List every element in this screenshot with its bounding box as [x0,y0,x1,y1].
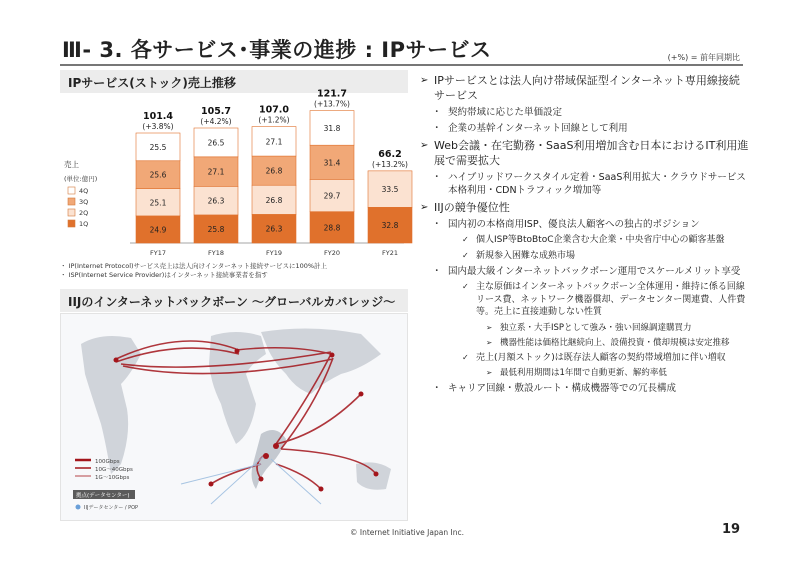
bullet-level-2: ・ 国内最大級インターネットバックボーン運用でスケールメリット享受 [420,265,750,278]
legend-swatch [68,187,75,194]
total-label: 105.7 [200,105,232,117]
bar-value-label: 25.5 [149,142,167,152]
map-dc-note: IIJデータセンター / POP [84,505,139,511]
map-legend-item: 10G〜40Gbps [95,467,133,473]
bullet-level-2: ・ 契約帯域に応じた単価設定 [420,106,750,119]
x-tick-label: FY17 [150,249,166,257]
growth-label: (+3.8%) [142,122,174,132]
bullet-level-2: ・ 企業の基幹インターネット回線として利用 [420,122,750,135]
map-panel-heading: IIJのインターネットバックボーン ～グローバルカバレッジ～ [60,289,408,312]
map-legend [73,459,138,511]
land-oceania [356,462,391,489]
copyright: © Internet Initiative Japan Inc. [350,528,464,537]
growth-label: (+4.2%) [200,116,232,126]
bar-value-label: 33.5 [381,185,399,195]
bar-value-label: 25.6 [149,170,167,180]
bullet-level-2: ・ ハイブリッドワークスタイル定着・SaaS利用拡大・クラウドサービス本格利用・CDNトラフィック増加等 [420,171,750,197]
map-legend-item: 100Gbps [95,459,120,465]
chart-panel-heading: IPサービス(ストック)売上推移 [60,70,408,93]
bullet-level-3: ✓ 売上(月額ストック)は既存法人顧客の契約帯域増加に伴い増収 [420,352,750,365]
legend-swatch [68,198,75,205]
title-divider [60,64,743,66]
bar-value-label: 26.8 [265,166,283,176]
growth-label: (+13.2%) [372,159,408,169]
total-label: 66.2 [378,148,402,160]
footnote: ・ ISP(Internet Service Provider)はインターネット接続事業者を指す [60,270,268,279]
bullet-list [420,70,750,395]
growth-label: (+1.2%) [258,115,290,125]
bullet-level-4: ➢ 最低利用期間は1年間で自動更新、解約率低 [420,367,750,379]
page-title: Ⅲ- 3. 各サービス･事業の進捗 : IPサービス [62,38,492,62]
revenue-stacked-bar-chart [60,88,408,263]
x-tick-label: FY20 [324,249,340,257]
bullet-level-3: ✓ 新規参入困難な成熟市場 [420,250,750,263]
backbone-map [60,313,408,521]
bullet-level-1: ➢ Web会議・在宅勤務・SaaS利用増加含む日本におけるIT利用進展で需要拡大 [420,138,750,168]
total-label: 107.0 [258,104,290,116]
x-tick-label: FY21 [382,249,398,257]
bullet-level-4: ➢ 機器性能は価格比継続向上、設備投資・償却規模は安定推移 [420,337,750,349]
yoy-note: (+%) = 前年同期比 [667,53,740,62]
bar-value-label: 31.4 [323,158,341,168]
bar-value-label: 26.5 [207,138,225,148]
bullet-level-3: ✓ 主な原価はインターネットバックボーン全体運用・維持に係る回線リース費、ネットワーク機器償却、データセンター関連費、人件費等。売上に直接連動しない性質 [420,281,750,319]
bar-value-label: 25.8 [207,224,225,234]
legend-label: 1Q [79,220,89,228]
bar-value-label: 28.8 [323,223,341,233]
bullet-level-2: ・ 国内初の本格商用ISP、優良法人顧客への独占的ポジション [420,218,750,231]
x-tick-label: FY19 [266,249,282,257]
legend-title: 売上 [64,160,79,169]
page-number: 19 [722,522,741,537]
legend-label: 4Q [79,187,89,195]
bar-value-label: 32.8 [381,221,399,231]
bar-value-label: 25.1 [149,198,167,208]
domestic-links [181,454,321,504]
bullet-level-1: ➢ IPサービスとは法人向け帯域保証型インターネット専用線接続サービス [420,73,750,103]
footnote: ・ IP(Internet Protocol)サービス売上は法人向けインターネット接続サービスに100%計上 [60,262,328,270]
bar-value-label: 26.3 [265,224,283,234]
bullet-level-4: ➢ 独立系・大手ISPとして強み・強い回線調達購買力 [420,322,750,334]
bullet-level-3: ✓ 個人ISP等BtoBtoC企業含む大企業・中央省庁中心の顧客基盤 [420,234,750,247]
bar-value-label: 29.7 [323,191,341,201]
map-legend-item: 1G〜10Gbps [95,475,130,481]
growth-label: (+13.7%) [314,99,350,109]
x-tick-label: FY18 [208,249,224,257]
legend-label: 2Q [79,209,89,217]
bar-value-label: 26.3 [207,196,225,206]
bar-value-label: 27.1 [265,137,283,147]
total-label: 121.7 [316,88,348,100]
map-legend-title: 拠点(データセンター) [76,493,130,499]
world-map-graphic [61,314,409,522]
legend-swatch [68,209,75,216]
bar-value-label: 26.8 [265,195,283,205]
chart-footnotes [60,262,327,279]
bar-value-label: 27.1 [207,167,225,177]
bullet-level-2: ・ キャリア回線・敷設ルート・構成機器等での冗長構成 [420,382,750,395]
bullet-level-1: ➢ IIJの競争優位性 [420,200,750,215]
legend-swatch [68,220,75,227]
legend-unit: (単位:億円) [64,175,98,183]
bar-value-label: 24.9 [149,225,167,235]
land-japan [252,430,286,489]
total-label: 101.4 [142,111,174,123]
bar-value-label: 31.8 [323,123,341,133]
legend-label: 3Q [79,198,89,206]
